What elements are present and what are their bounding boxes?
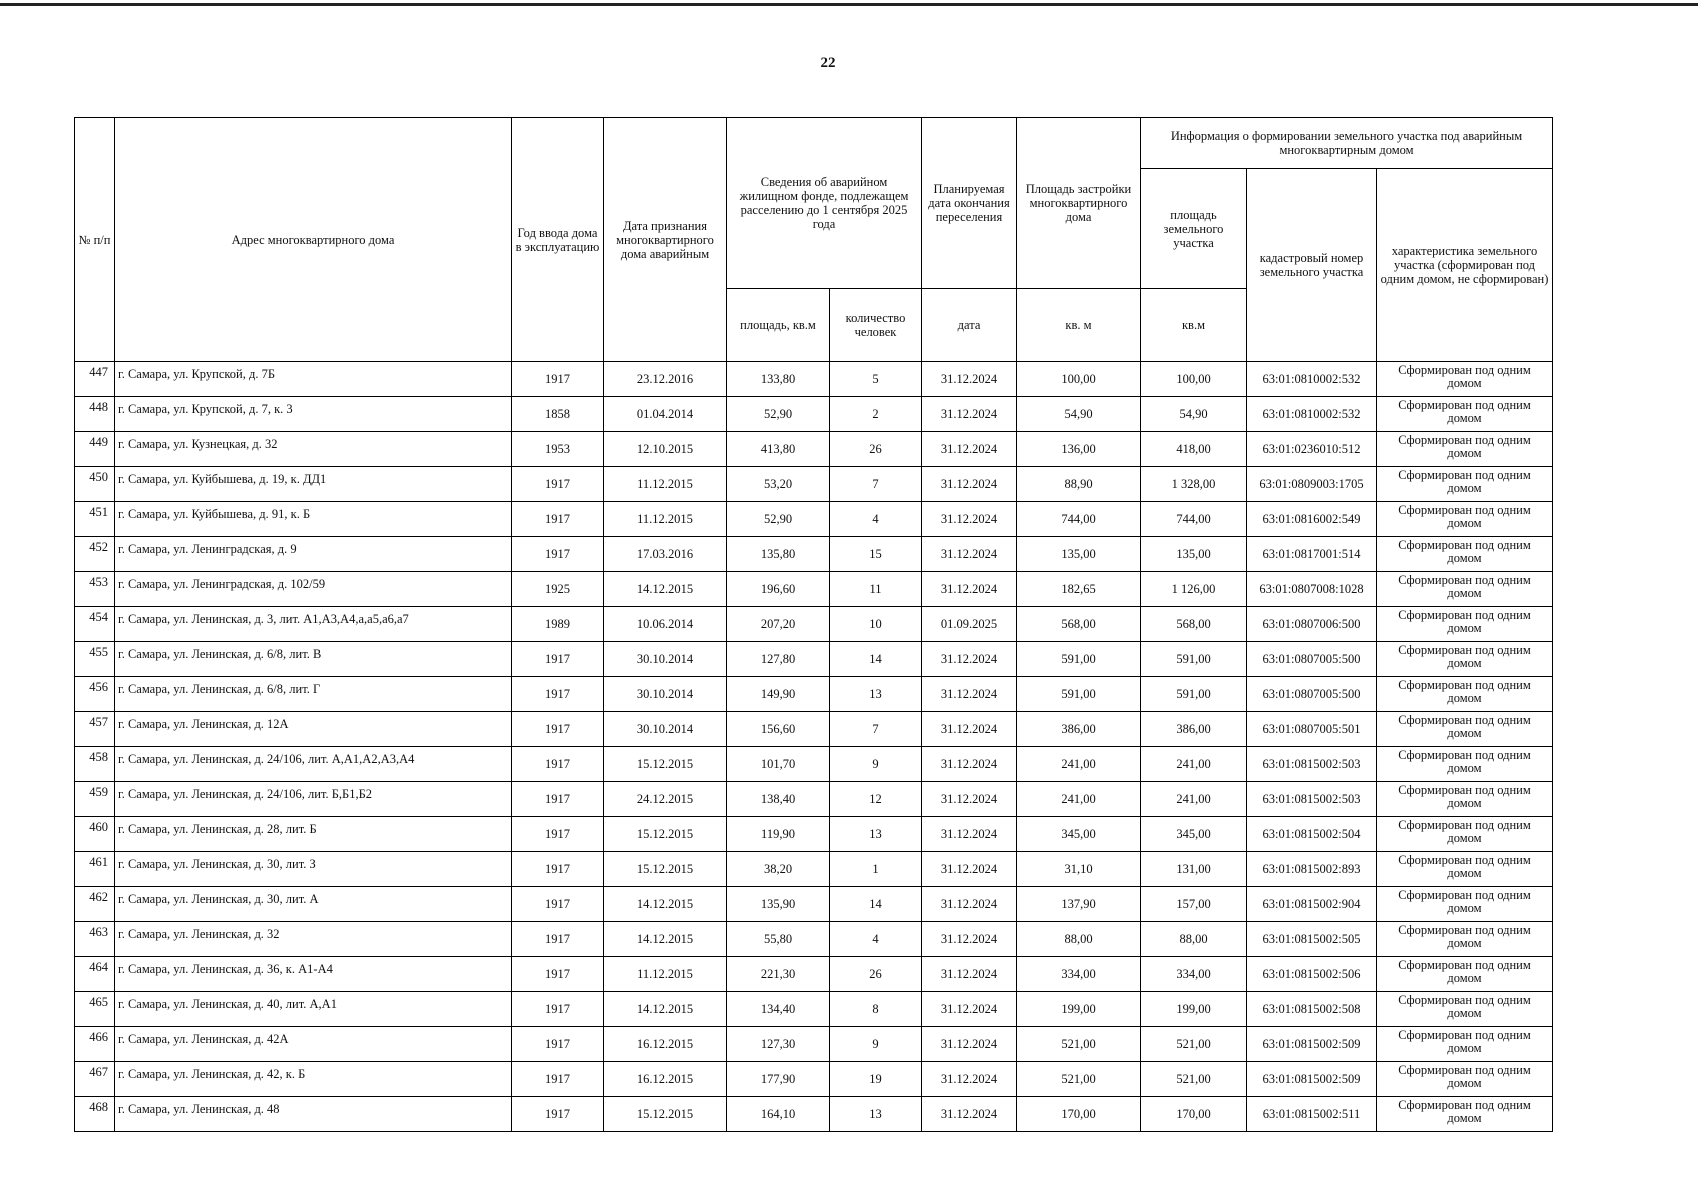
characteristic-cell: Сформирован под одним домом [1377,782,1553,817]
characteristic-cell: Сформирован под одним домом [1377,502,1553,537]
characteristic-cell: Сформирован под одним домом [1377,572,1553,607]
recognized-date-cell: 15.12.2015 [604,1097,727,1132]
people-count-cell: 13 [830,1097,922,1132]
recognized-date-cell: 30.10.2014 [604,712,727,747]
built-area-cell: 31,10 [1017,852,1141,887]
year-cell: 1917 [512,1062,604,1097]
year-cell: 1917 [512,817,604,852]
characteristic-cell: Сформирован под одним домом [1377,537,1553,572]
people-count-cell: 13 [830,677,922,712]
table-row [75,1062,1553,1097]
cadastral-number-cell: 63:01:0816002:549 [1247,502,1377,537]
area-cell: 221,30 [727,957,830,992]
table-row [75,537,1553,572]
year-cell: 1917 [512,677,604,712]
year-cell: 1917 [512,992,604,1027]
people-count-cell: 1 [830,852,922,887]
people-count-cell: 2 [830,397,922,432]
people-count-cell: 11 [830,572,922,607]
header-cadastral: кадастровый номер земельного участка [1247,169,1377,362]
recognized-date-cell: 11.12.2015 [604,502,727,537]
table-row [75,747,1553,782]
row-number: 458 [75,747,115,782]
address-cell: г. Самара, ул. Ленинская, д. 42, к. Б [115,1062,512,1097]
built-area-cell: 568,00 [1017,607,1141,642]
land-area-cell: 135,00 [1141,537,1247,572]
characteristic-cell: Сформирован под одним домом [1377,992,1553,1027]
address-cell: г. Самара, ул. Куйбышева, д. 19, к. ДД1 [115,467,512,502]
table-row [75,642,1553,677]
recognized-date-cell: 15.12.2015 [604,852,727,887]
row-number: 454 [75,607,115,642]
built-area-cell: 54,90 [1017,397,1141,432]
recognized-date-cell: 14.12.2015 [604,922,727,957]
built-area-cell: 521,00 [1017,1027,1141,1062]
row-number: 467 [75,1062,115,1097]
row-number: 464 [75,957,115,992]
address-cell: г. Самара, ул. Ленинская, д. 12А [115,712,512,747]
year-cell: 1917 [512,1027,604,1062]
built-area-cell: 199,00 [1017,992,1141,1027]
row-number: 450 [75,467,115,502]
people-count-cell: 26 [830,957,922,992]
planned-date-cell: 31.12.2024 [922,817,1017,852]
people-count-cell: 9 [830,1027,922,1062]
area-cell: 38,20 [727,852,830,887]
land-area-cell: 418,00 [1141,432,1247,467]
year-cell: 1917 [512,782,604,817]
planned-date-cell: 31.12.2024 [922,362,1017,397]
emergency-housing-table [74,117,1553,1132]
table-row [75,712,1553,747]
year-cell: 1917 [512,922,604,957]
header-num: № п/п [75,118,115,362]
cadastral-number-cell: 63:01:0807008:1028 [1247,572,1377,607]
table-row [75,572,1553,607]
table-row [75,887,1553,922]
characteristic-cell: Сформирован под одним домом [1377,1027,1553,1062]
area-cell: 55,80 [727,922,830,957]
people-count-cell: 26 [830,432,922,467]
cadastral-number-cell: 63:01:0807006:500 [1247,607,1377,642]
table-row [75,957,1553,992]
people-count-cell: 13 [830,817,922,852]
characteristic-cell: Сформирован под одним домом [1377,677,1553,712]
characteristic-cell: Сформирован под одним домом [1377,642,1553,677]
planned-date-cell: 31.12.2024 [922,1097,1017,1132]
scan-edge-line [0,3,1698,6]
characteristic-cell: Сформирован под одним домом [1377,852,1553,887]
cadastral-number-cell: 63:01:0815002:509 [1247,1062,1377,1097]
characteristic-cell: Сформирован под одним домом [1377,957,1553,992]
header-built-area: Площадь застройки многоквартирного дома [1017,118,1141,289]
cadastral-number-cell: 63:01:0815002:503 [1247,747,1377,782]
year-cell: 1917 [512,887,604,922]
land-area-cell: 100,00 [1141,362,1247,397]
address-cell: г. Самара, ул. Крупской, д. 7Б [115,362,512,397]
planned-date-cell: 31.12.2024 [922,992,1017,1027]
people-count-cell: 9 [830,747,922,782]
characteristic-cell: Сформирован под одним домом [1377,467,1553,502]
address-cell: г. Самара, ул. Кузнецкая, д. 32 [115,432,512,467]
recognized-date-cell: 11.12.2015 [604,467,727,502]
header-sub-date: дата [922,289,1017,362]
row-number: 457 [75,712,115,747]
recognized-date-cell: 10.06.2014 [604,607,727,642]
table-row [75,467,1553,502]
recognized-date-cell: 15.12.2015 [604,817,727,852]
header-fund: Сведения об аварийном жилищном фонде, подлежащем расселению до 1 сентября 2025 года [727,118,922,289]
recognized-date-cell: 17.03.2016 [604,537,727,572]
address-cell: г. Самара, ул. Ленинская, д. 36, к. А1-А4 [115,957,512,992]
people-count-cell: 5 [830,362,922,397]
recognized-date-cell: 24.12.2015 [604,782,727,817]
built-area-cell: 137,90 [1017,887,1141,922]
planned-date-cell: 31.12.2024 [922,397,1017,432]
land-area-cell: 1 126,00 [1141,572,1247,607]
built-area-cell: 591,00 [1017,677,1141,712]
land-area-cell: 591,00 [1141,642,1247,677]
area-cell: 127,80 [727,642,830,677]
built-area-cell: 100,00 [1017,362,1141,397]
cadastral-number-cell: 63:01:0807005:500 [1247,642,1377,677]
planned-date-cell: 31.12.2024 [922,712,1017,747]
planned-date-cell: 31.12.2024 [922,642,1017,677]
row-number: 465 [75,992,115,1027]
people-count-cell: 14 [830,642,922,677]
people-count-cell: 14 [830,887,922,922]
table-row [75,1097,1553,1132]
year-cell: 1917 [512,712,604,747]
area-cell: 207,20 [727,607,830,642]
year-cell: 1989 [512,607,604,642]
row-number: 455 [75,642,115,677]
row-number: 447 [75,362,115,397]
address-cell: г. Самара, ул. Ленинская, д. 6/8, лит. В [115,642,512,677]
cadastral-number-cell: 63:01:0815002:504 [1247,817,1377,852]
characteristic-cell: Сформирован под одним домом [1377,817,1553,852]
planned-date-cell: 31.12.2024 [922,1027,1017,1062]
area-cell: 133,80 [727,362,830,397]
address-cell: г. Самара, ул. Ленинская, д. 6/8, лит. Г [115,677,512,712]
address-cell: г. Самара, ул. Ленинская, д. 32 [115,922,512,957]
land-area-cell: 521,00 [1141,1027,1247,1062]
characteristic-cell: Сформирован под одним домом [1377,607,1553,642]
year-cell: 1925 [512,572,604,607]
table-row [75,1027,1553,1062]
planned-date-cell: 31.12.2024 [922,782,1017,817]
people-count-cell: 15 [830,537,922,572]
header-characteristic: характеристика земельного участка (сформирован под одним домом, не сформирован) [1377,169,1553,362]
header-recognized: Дата признания многоквартирного дома аварийным [604,118,727,362]
built-area-cell: 182,65 [1017,572,1141,607]
built-area-cell: 386,00 [1017,712,1141,747]
table-row [75,817,1553,852]
address-cell: г. Самара, ул. Ленинградская, д. 102/59 [115,572,512,607]
area-cell: 196,60 [727,572,830,607]
cadastral-number-cell: 63:01:0807005:501 [1247,712,1377,747]
header-year: Год ввода дома в эксплуатацию [512,118,604,362]
address-cell: г. Самара, ул. Ленинская, д. 3, лит. А1,А3,А4,а,а5,а6,а7 [115,607,512,642]
year-cell: 1917 [512,467,604,502]
address-cell: г. Самара, ул. Ленинская, д. 30, лит. А [115,887,512,922]
recognized-date-cell: 30.10.2014 [604,642,727,677]
row-number: 459 [75,782,115,817]
area-cell: 135,80 [727,537,830,572]
cadastral-number-cell: 63:01:0807005:500 [1247,677,1377,712]
characteristic-cell: Сформирован под одним домом [1377,1062,1553,1097]
year-cell: 1917 [512,502,604,537]
area-cell: 138,40 [727,782,830,817]
built-area-cell: 241,00 [1017,782,1141,817]
land-area-cell: 386,00 [1141,712,1247,747]
row-number: 451 [75,502,115,537]
planned-date-cell: 31.12.2024 [922,432,1017,467]
area-cell: 119,90 [727,817,830,852]
header-sub-built-unit: кв. м [1017,289,1141,362]
table-row [75,922,1553,957]
built-area-cell: 88,00 [1017,922,1141,957]
built-area-cell: 135,00 [1017,537,1141,572]
cadastral-number-cell: 63:01:0236010:512 [1247,432,1377,467]
row-number: 453 [75,572,115,607]
land-area-cell: 54,90 [1141,397,1247,432]
land-area-cell: 568,00 [1141,607,1247,642]
cadastral-number-cell: 63:01:0815002:893 [1247,852,1377,887]
year-cell: 1917 [512,362,604,397]
built-area-cell: 744,00 [1017,502,1141,537]
year-cell: 1953 [512,432,604,467]
year-cell: 1917 [512,852,604,887]
address-cell: г. Самара, ул. Ленинская, д. 40, лит. А,А1 [115,992,512,1027]
land-area-cell: 521,00 [1141,1062,1247,1097]
header-land-info: Информация о формировании земельного участка под аварийным многоквартирным домом [1141,118,1553,169]
land-area-cell: 241,00 [1141,782,1247,817]
people-count-cell: 4 [830,922,922,957]
recognized-date-cell: 12.10.2015 [604,432,727,467]
table-row [75,502,1553,537]
planned-date-cell: 31.12.2024 [922,957,1017,992]
area-cell: 413,80 [727,432,830,467]
people-count-cell: 7 [830,467,922,502]
row-number: 456 [75,677,115,712]
people-count-cell: 8 [830,992,922,1027]
address-cell: г. Самара, ул. Крупской, д. 7, к. 3 [115,397,512,432]
land-area-cell: 88,00 [1141,922,1247,957]
row-number: 462 [75,887,115,922]
land-area-cell: 744,00 [1141,502,1247,537]
built-area-cell: 136,00 [1017,432,1141,467]
header-address: Адрес многоквартирного дома [115,118,512,362]
address-cell: г. Самара, ул. Ленинская, д. 24/106, лит. Б,Б1,Б2 [115,782,512,817]
table-row [75,677,1553,712]
recognized-date-cell: 16.12.2015 [604,1062,727,1097]
recognized-date-cell: 01.04.2014 [604,397,727,432]
characteristic-cell: Сформирован под одним домом [1377,922,1553,957]
row-number: 463 [75,922,115,957]
planned-date-cell: 31.12.2024 [922,677,1017,712]
planned-date-cell: 31.12.2024 [922,922,1017,957]
characteristic-cell: Сформирован под одним домом [1377,432,1553,467]
land-area-cell: 131,00 [1141,852,1247,887]
cadastral-number-cell: 63:01:0817001:514 [1247,537,1377,572]
recognized-date-cell: 16.12.2015 [604,1027,727,1062]
table-row [75,362,1553,397]
land-area-cell: 1 328,00 [1141,467,1247,502]
people-count-cell: 4 [830,502,922,537]
built-area-cell: 88,90 [1017,467,1141,502]
recognized-date-cell: 14.12.2015 [604,992,727,1027]
people-count-cell: 7 [830,712,922,747]
planned-date-cell: 01.09.2025 [922,607,1017,642]
characteristic-cell: Сформирован под одним домом [1377,1097,1553,1132]
page-number: 22 [820,55,836,71]
characteristic-cell: Сформирован под одним домом [1377,887,1553,922]
characteristic-cell: Сформирован под одним домом [1377,712,1553,747]
cadastral-number-cell: 63:01:0815002:508 [1247,992,1377,1027]
table-row [75,852,1553,887]
area-cell: 164,10 [727,1097,830,1132]
address-cell: г. Самара, ул. Ленинская, д. 30, лит. З [115,852,512,887]
cadastral-number-cell: 63:01:0810002:532 [1247,362,1377,397]
area-cell: 53,20 [727,467,830,502]
cadastral-number-cell: 63:01:0815002:506 [1247,957,1377,992]
planned-date-cell: 31.12.2024 [922,887,1017,922]
row-number: 460 [75,817,115,852]
table-row [75,992,1553,1027]
land-area-cell: 157,00 [1141,887,1247,922]
table-row [75,607,1553,642]
year-cell: 1917 [512,957,604,992]
built-area-cell: 334,00 [1017,957,1141,992]
people-count-cell: 10 [830,607,922,642]
recognized-date-cell: 30.10.2014 [604,677,727,712]
year-cell: 1917 [512,1097,604,1132]
land-area-cell: 199,00 [1141,992,1247,1027]
built-area-cell: 591,00 [1017,642,1141,677]
land-area-cell: 334,00 [1141,957,1247,992]
year-cell: 1917 [512,642,604,677]
cadastral-number-cell: 63:01:0815002:509 [1247,1027,1377,1062]
header-sub-area: площадь, кв.м [727,289,830,362]
area-cell: 135,90 [727,887,830,922]
row-number: 468 [75,1097,115,1132]
table-row [75,782,1553,817]
cadastral-number-cell: 63:01:0815002:904 [1247,887,1377,922]
address-cell: г. Самара, ул. Ленинградская, д. 9 [115,537,512,572]
header-planned: Планируемая дата окончания переселения [922,118,1017,289]
planned-date-cell: 31.12.2024 [922,852,1017,887]
year-cell: 1858 [512,397,604,432]
planned-date-cell: 31.12.2024 [922,1062,1017,1097]
recognized-date-cell: 15.12.2015 [604,747,727,782]
table-row [75,397,1553,432]
year-cell: 1917 [512,537,604,572]
area-cell: 149,90 [727,677,830,712]
built-area-cell: 241,00 [1017,747,1141,782]
recognized-date-cell: 14.12.2015 [604,887,727,922]
row-number: 466 [75,1027,115,1062]
recognized-date-cell: 14.12.2015 [604,572,727,607]
table-body [75,362,1553,1132]
characteristic-cell: Сформирован под одним домом [1377,362,1553,397]
recognized-date-cell: 11.12.2015 [604,957,727,992]
year-cell: 1917 [512,747,604,782]
area-cell: 127,30 [727,1027,830,1062]
characteristic-cell: Сформирован под одним домом [1377,747,1553,782]
people-count-cell: 12 [830,782,922,817]
cadastral-number-cell: 63:01:0809003:1705 [1247,467,1377,502]
land-area-cell: 345,00 [1141,817,1247,852]
address-cell: г. Самара, ул. Ленинская, д. 28, лит. Б [115,817,512,852]
area-cell: 52,90 [727,502,830,537]
cadastral-number-cell: 63:01:0815002:503 [1247,782,1377,817]
area-cell: 134,40 [727,992,830,1027]
row-number: 448 [75,397,115,432]
built-area-cell: 170,00 [1017,1097,1141,1132]
planned-date-cell: 31.12.2024 [922,572,1017,607]
row-number: 449 [75,432,115,467]
address-cell: г. Самара, ул. Ленинская, д. 24/106, лит. А,А1,А2,А3,А4 [115,747,512,782]
people-count-cell: 19 [830,1062,922,1097]
built-area-cell: 345,00 [1017,817,1141,852]
land-area-cell: 170,00 [1141,1097,1247,1132]
land-area-cell: 241,00 [1141,747,1247,782]
header-sub-people: количество человек [830,289,922,362]
header-land-area: площадь земельного участка [1141,169,1247,289]
row-number: 452 [75,537,115,572]
cadastral-number-cell: 63:01:0815002:511 [1247,1097,1377,1132]
address-cell: г. Самара, ул. Куйбышева, д. 91, к. Б [115,502,512,537]
characteristic-cell: Сформирован под одним домом [1377,397,1553,432]
planned-date-cell: 31.12.2024 [922,467,1017,502]
planned-date-cell: 31.12.2024 [922,747,1017,782]
row-number: 461 [75,852,115,887]
cadastral-number-cell: 63:01:0815002:505 [1247,922,1377,957]
address-cell: г. Самара, ул. Ленинская, д. 48 [115,1097,512,1132]
area-cell: 101,70 [727,747,830,782]
table-row [75,432,1553,467]
planned-date-cell: 31.12.2024 [922,502,1017,537]
area-cell: 156,60 [727,712,830,747]
land-area-cell: 591,00 [1141,677,1247,712]
address-cell: г. Самара, ул. Ленинская, д. 42А [115,1027,512,1062]
area-cell: 52,90 [727,397,830,432]
recognized-date-cell: 23.12.2016 [604,362,727,397]
area-cell: 177,90 [727,1062,830,1097]
built-area-cell: 521,00 [1017,1062,1141,1097]
planned-date-cell: 31.12.2024 [922,537,1017,572]
header-sub-land-unit: кв.м [1141,289,1247,362]
cadastral-number-cell: 63:01:0810002:532 [1247,397,1377,432]
